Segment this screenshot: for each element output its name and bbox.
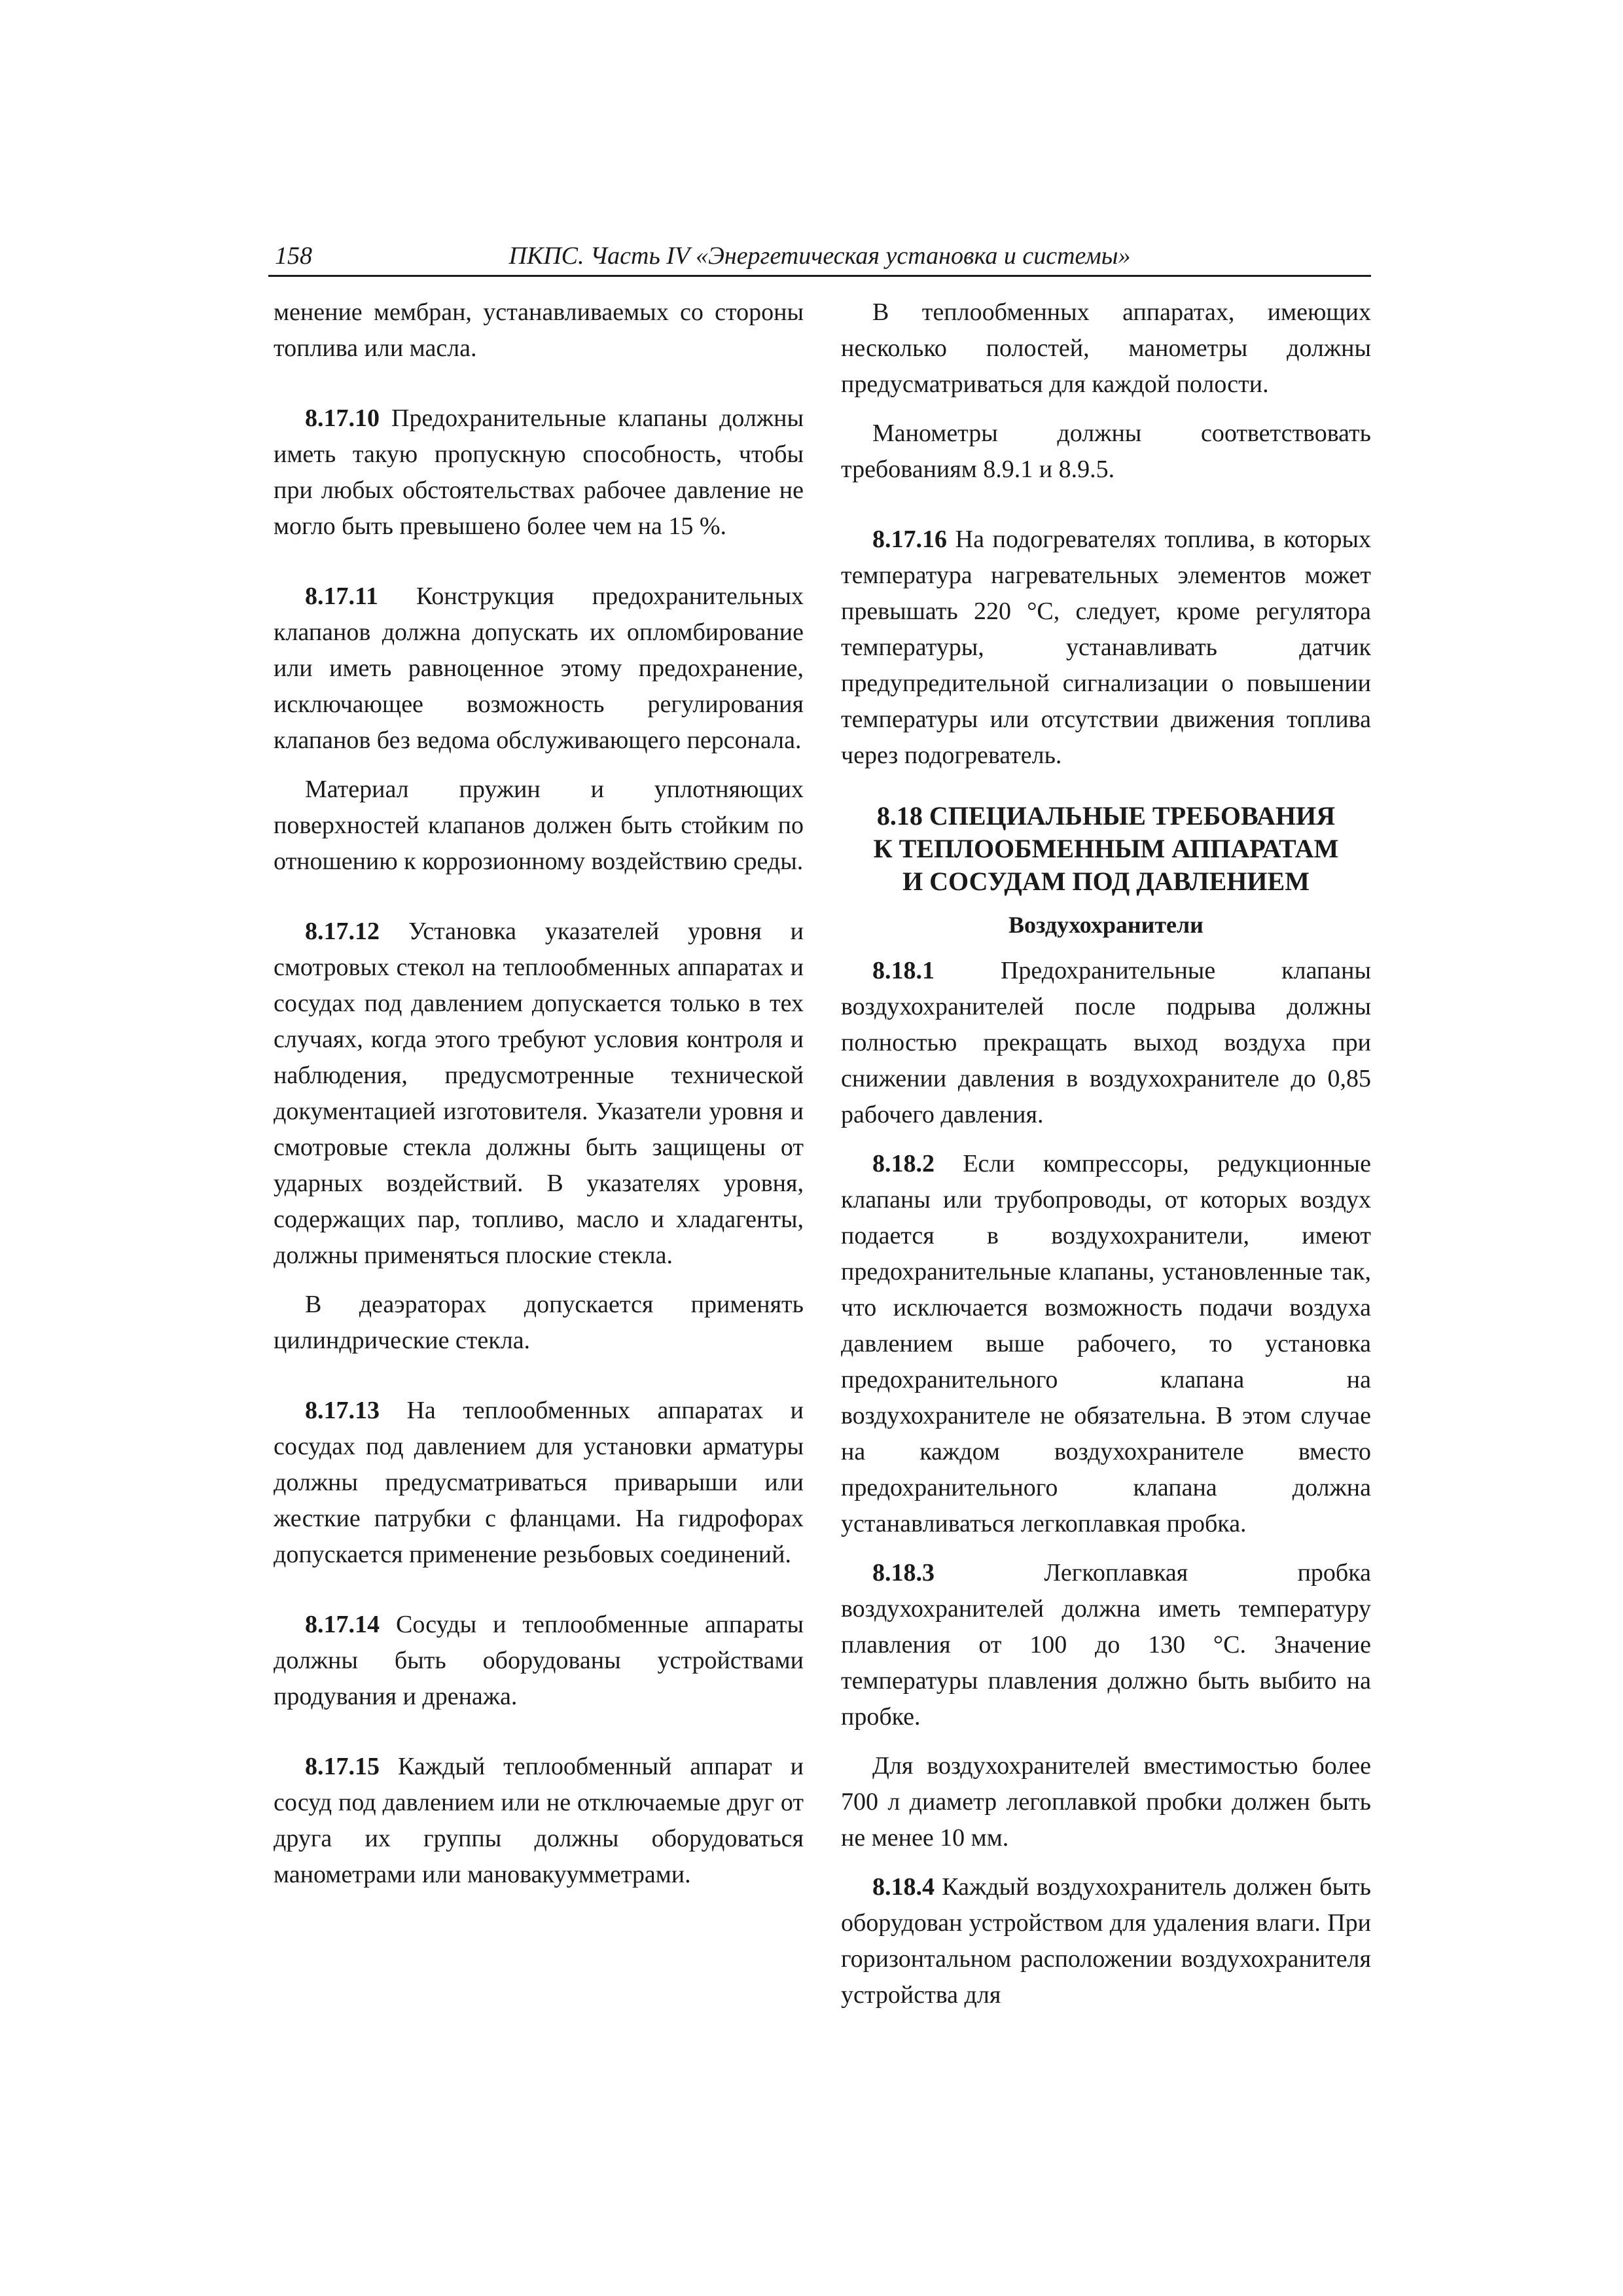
clause-8-18-4: 8.18.4 Каждый воздухохранитель должен быть оборудован устройством для удаления влаги. При горизонтальном расположении воздухохранителя устройства для <box>841 1873 1371 2009</box>
clause-8-17-14: 8.17.14 Сосуды и теплообменные аппараты должны быть оборудованы устройствами продувания и дренажа. <box>274 1611 804 1710</box>
page-number: 158 <box>275 242 312 270</box>
clause-number: 8.17.12 <box>305 918 380 945</box>
clause-8-17-13: 8.17.13 На теплообменных аппаратах и сосудах под давлением для установки арматуры должны предусматриваться приварыши или жесткие патрубки с фланцами. На гидрофорах допускается применение резьбовых соединений. <box>274 1397 804 1568</box>
paragraph: В теплообменных аппаратах, имеющих несколько полостей, манометры должны предусматриваться для каждой полости. <box>841 298 1371 398</box>
section-heading-line: К ТЕПЛООБМЕННЫМ АППАРАТАМ <box>873 834 1339 863</box>
section-heading <box>841 800 1371 898</box>
clause-8-17-16: 8.17.16 На подогревателях топлива, в которых температура нагревательных элементов может превышать 220 °С, следует, кроме регулятора температуры, устанавливать датчик предупредительной сигнализации о повышении температуры или отсутствии движения топлива через подогреватель. <box>841 526 1371 769</box>
clause-8-17-11: 8.17.11 Конструкция предохранительных клапанов должна допускать их опломбирование или иметь равноценное этому предохранение, исключающее возможность регулирования клапанов без ведома обслуживающего персонала. <box>274 583 804 754</box>
paragraph: менение мембран, устанавливаемых со стороны топлива или масла. <box>274 298 804 362</box>
paragraph: Материал пружин и уплотняющих поверхностей клапанов должен быть стойким по отношению к коррозионному воздействию среды. <box>274 776 804 875</box>
clause-number: 8.17.10 <box>305 404 380 432</box>
clause-number: 8.18.1 <box>872 957 935 984</box>
clause-number: 8.17.16 <box>872 526 947 553</box>
clause-number: 8.17.13 <box>305 1397 380 1424</box>
page-header <box>268 237 1371 277</box>
clause-8-17-10: 8.17.10 Предохранительные клапаны должны иметь такую пропускную способность, чтобы при любых обстоятельствах рабочее давление не могло быть превышено более чем на 15 %. <box>274 404 804 540</box>
paragraph: Для воздухохранителей вместимостью более 700 л диаметр легоплавкой пробки должен быть не менее 10 мм. <box>841 1752 1371 1852</box>
clause-8-17-15: 8.17.15 Каждый теплообменный аппарат и сосуд под давлением или не отключаемые друг от друга их группы должны оборудоваться манометрами или мановакуумметрами. <box>274 1753 804 1888</box>
running-title: ПКПС. Часть IV «Энергетическая установка и системы» <box>508 242 1131 270</box>
paragraph: Манометры должны соответствовать требованиям 8.9.1 и 8.9.5. <box>841 420 1371 483</box>
clause-number: 8.17.14 <box>305 1611 380 1638</box>
subheading: Воздухохранители <box>1008 912 1204 938</box>
left-column <box>274 295 804 1906</box>
clause-8-18-3: 8.18.3 Легкоплавкая пробка воздухохранителей должна иметь температуру плавления от 100 до 130 °С. Значение температуры плавления должно быть выбито на пробке. <box>841 1559 1371 1731</box>
clause-number: 8.18.2 <box>872 1150 935 1177</box>
right-column <box>841 295 1371 2026</box>
section-heading-line: И СОСУДАМ ПОД ДАВЛЕНИЕМ <box>902 867 1310 896</box>
clause-number: 8.17.11 <box>305 583 378 610</box>
clause-number: 8.18.4 <box>872 1873 935 1901</box>
clause-8-17-12: 8.17.12 Установка указателей уровня и смотровых стекол на теплообменных аппаратах и сосудах под давлением допускается только в тех случаях, когда этого требуют условия контроля и наблюдения, предусмотренные технической документацией изготовителя. Указатели уровня и смотровые стекла должны быть защищены от ударных воздействий. В указателях уровня, содержащих пар, топливо, масло и хладагенты, должны применяться плоские стекла. <box>274 918 804 1269</box>
paragraph: В деаэраторах допускается применять цилиндрические стекла. <box>274 1291 804 1354</box>
clause-number: 8.17.15 <box>305 1753 380 1780</box>
section-heading-line: 8.18 СПЕЦИАЛЬНЫЕ ТРЕБОВАНИЯ <box>876 801 1336 831</box>
clause-8-18-1: 8.18.1 Предохранительные клапаны воздухохранителей после подрыва должны полностью прекращать выход воздуха при снижении давления в воздухохранителе до 0,85 рабочего давления. <box>841 957 1371 1128</box>
clause-8-18-2: 8.18.2 Если компрессоры, редукционные клапаны или трубопроводы, от которых воздух подается в воздухохранители, имеют предохранительные клапаны, установленные так, что исключается возможность подачи воздуха давлением выше рабочего, то установка предохранительного клапана на воздухохранителе не обязательна. В этом случае на каждом воздухохранителе вместо предохранительного клапана должна устанавливаться легкоплавкая пробка. <box>841 1150 1371 1537</box>
clause-number: 8.18.3 <box>872 1559 935 1587</box>
